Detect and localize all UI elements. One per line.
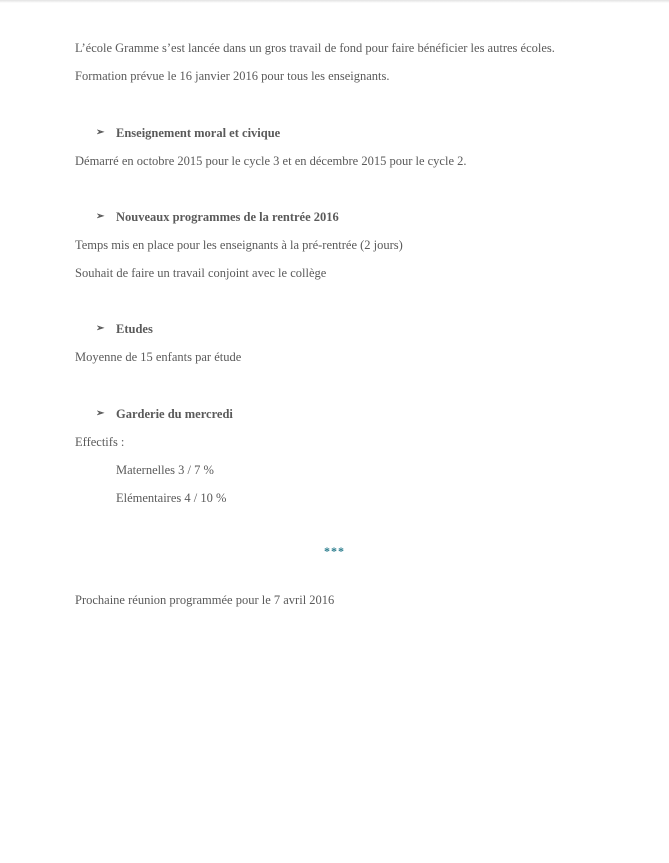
section-heading-label: Enseignement moral et civique — [116, 126, 281, 140]
arrow-bullet-icon: ➢ — [96, 408, 105, 419]
intro-paragraph-line-1: L’école Gramme s’est lancée dans un gros travail de fond pour faire bénéficier les autres écoles. — [75, 41, 555, 55]
section-heading-label: Etudes — [116, 322, 153, 336]
section-text: Temps mis en place pour les enseignants à la pré-rentrée (2 jours) — [75, 238, 403, 252]
arrow-bullet-icon: ➢ — [96, 323, 105, 334]
indented-line: Maternelles 3 / 7 % — [116, 463, 214, 477]
closing-line: Prochaine réunion programmée pour le 7 avril 2016 — [75, 593, 335, 607]
indented-line: Elémentaires 4 / 10 % — [116, 491, 227, 505]
intro-paragraph-line-2: Formation prévue le 16 janvier 2016 pour tous les enseignants. — [75, 69, 390, 83]
section-heading-etudes — [96, 321, 153, 337]
arrow-bullet-icon: ➢ — [96, 211, 105, 222]
section-text: Démarré en octobre 2015 pour le cycle 3 et en décembre 2015 pour le cycle 2. — [75, 154, 467, 168]
section-heading-programmes — [96, 209, 339, 225]
section-separator: *** — [324, 544, 345, 558]
section-heading-emc — [96, 125, 280, 141]
section-heading-garderie — [96, 406, 233, 422]
section-heading-label: Nouveaux programmes de la rentrée 2016 — [116, 210, 339, 224]
section-text: Effectifs : — [75, 435, 125, 449]
arrow-bullet-icon: ➢ — [96, 127, 105, 138]
section-heading-label: Garderie du mercredi — [116, 407, 233, 421]
section-text: Souhait de faire un travail conjoint avec le collège — [75, 266, 327, 280]
section-text: Moyenne de 15 enfants par étude — [75, 350, 242, 364]
